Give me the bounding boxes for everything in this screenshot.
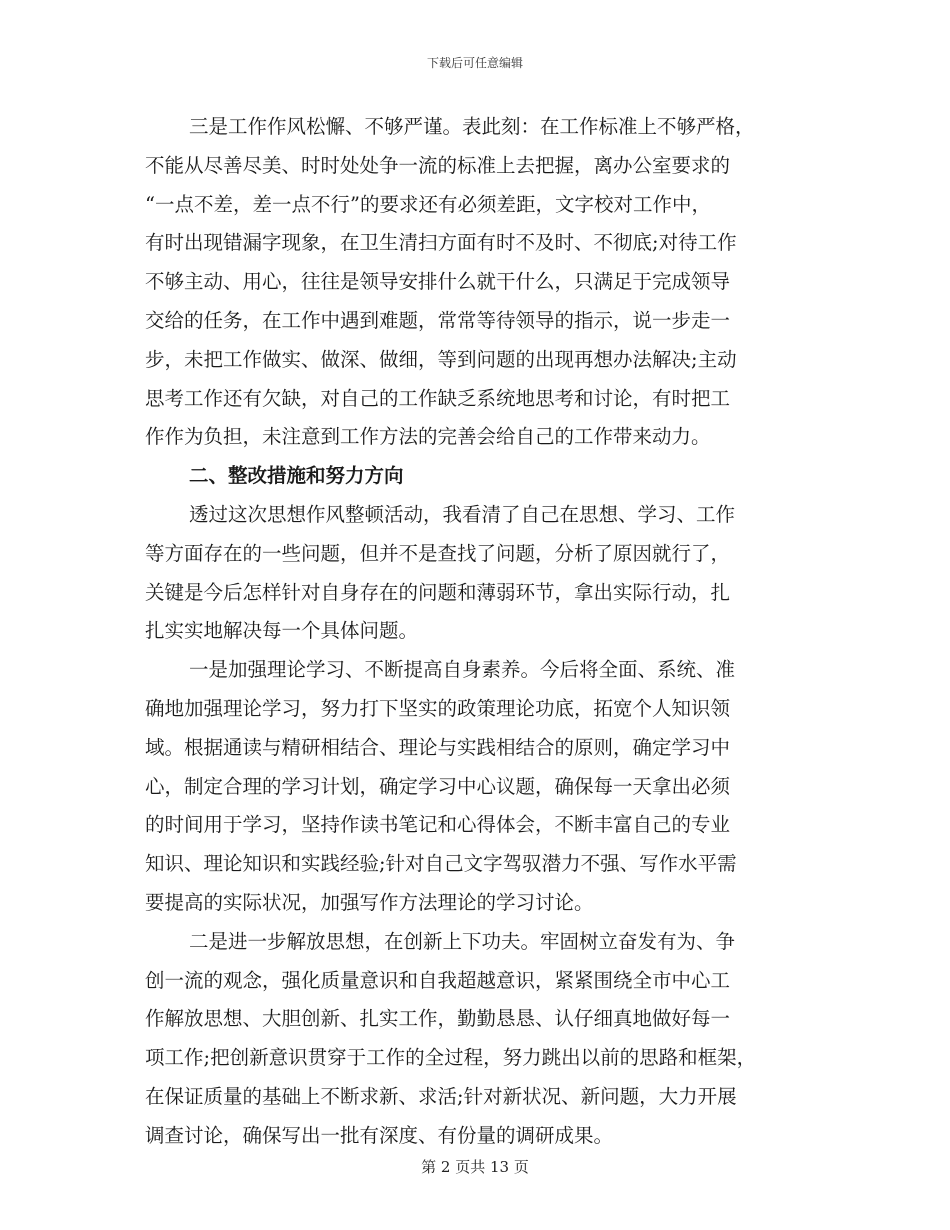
paragraph-line: 创一流的观念，强化质量意识和自我超越意识，紧紧围绕全市中心工 (145, 968, 731, 992)
paragraph-line: 扎实实地解决每一个具体问题。 (145, 619, 419, 643)
paragraph-line: 步，未把工作做实、做深、做细，等到问题的出现再想办法解决;主动 (145, 347, 737, 371)
paragraph-line: 项工作;把创新意识贯穿于工作的全过程，努力跳出以前的思路和框架， (145, 1046, 757, 1070)
page-footer: 第 2 页共 13 页 (421, 1158, 529, 1176)
paragraph-line: 三是工作作风松懈、不够严谨。表此刻：在工作标准上不够严格， (189, 115, 755, 138)
paragraph-line: 透过这次思想作风整顿活动，我看清了自己在思想、学习、工作 (189, 502, 736, 526)
paragraph-line: 不够主动、用心，往往是领导安排什么就干什么，只满足于完成领导 (145, 270, 731, 294)
paragraph-line: 心，制定合理的学习计划，确定学习中心议题，确保每一天拿出必须 (145, 774, 731, 798)
paragraph-line: 不能从尽善尽美、时时处处争一流的标准上去把握，离办公室要求的 (145, 153, 731, 177)
paragraph-line: 作解放思想、大胆创新、扎实工作，勤勤恳恳、认仔细真地做好每一 (145, 1007, 731, 1031)
paragraph-line: 调查讨论，确保写出一批有深度、有份量的调研成果。 (145, 1123, 614, 1147)
paragraph-line: 二是进一步解放思想，在创新上下功夫。牢固树立奋发有为、争 (189, 929, 736, 953)
paragraph-line: 确地加强理论学习，努力打下坚实的政策理论功底，拓宽个人知识领 (145, 696, 731, 720)
paragraph-line: 作作为负担，未注意到工作方法的完善会给自己的工作带来动力。 (145, 425, 711, 449)
paragraph-line: 在保证质量的基础上不断求新、求活;针对新状况、新问题，大力开展 (145, 1084, 737, 1108)
paragraph-line: 交给的任务，在工作中遇到难题，常常等待领导的指示，说一步走一 (145, 308, 731, 332)
page-header: 下载后可任意编辑 (426, 56, 523, 70)
paragraph-line: 思考工作还有欠缺，对自己的工作缺乏系统地思考和讨论，有时把工 (145, 386, 731, 410)
paragraph-line: 关键是今后怎样针对自身存在的问题和薄弱环节，拿出实际行动，扎 (145, 580, 731, 604)
paragraph-line: “一点不差，差一点不行”的要求还有必须差距，文字校对工作中， (145, 192, 711, 216)
paragraph-line: 的时间用于学习，坚持作读书笔记和心得体会，不断丰富自己的专业 (145, 813, 731, 837)
section-heading: 二、整改措施和努力方向 (189, 464, 404, 488)
paragraph-line: 要提高的实际状况，加强写作方法理论的学习讨论。 (145, 890, 594, 914)
paragraph-line: 知识、理论知识和实践经验;针对自己文字驾驭潜力不强、写作水平需 (145, 852, 737, 876)
paragraph-line: 域。根据通读与精研相结合、理论与实践相结合的原则，确定学习中 (145, 735, 731, 759)
document-body (145, 108, 805, 1156)
paragraph-line: 有时出现错漏字现象，在卫生清扫方面有时不及时、不彻底;对待工作 (145, 231, 737, 255)
paragraph-line: 等方面存在的一些问题，但并不是查找了问题，分析了原因就行了， (145, 541, 731, 565)
paragraph-line: 一是加强理论学习、不断提高自身素养。今后将全面、系统、准 (189, 658, 736, 682)
